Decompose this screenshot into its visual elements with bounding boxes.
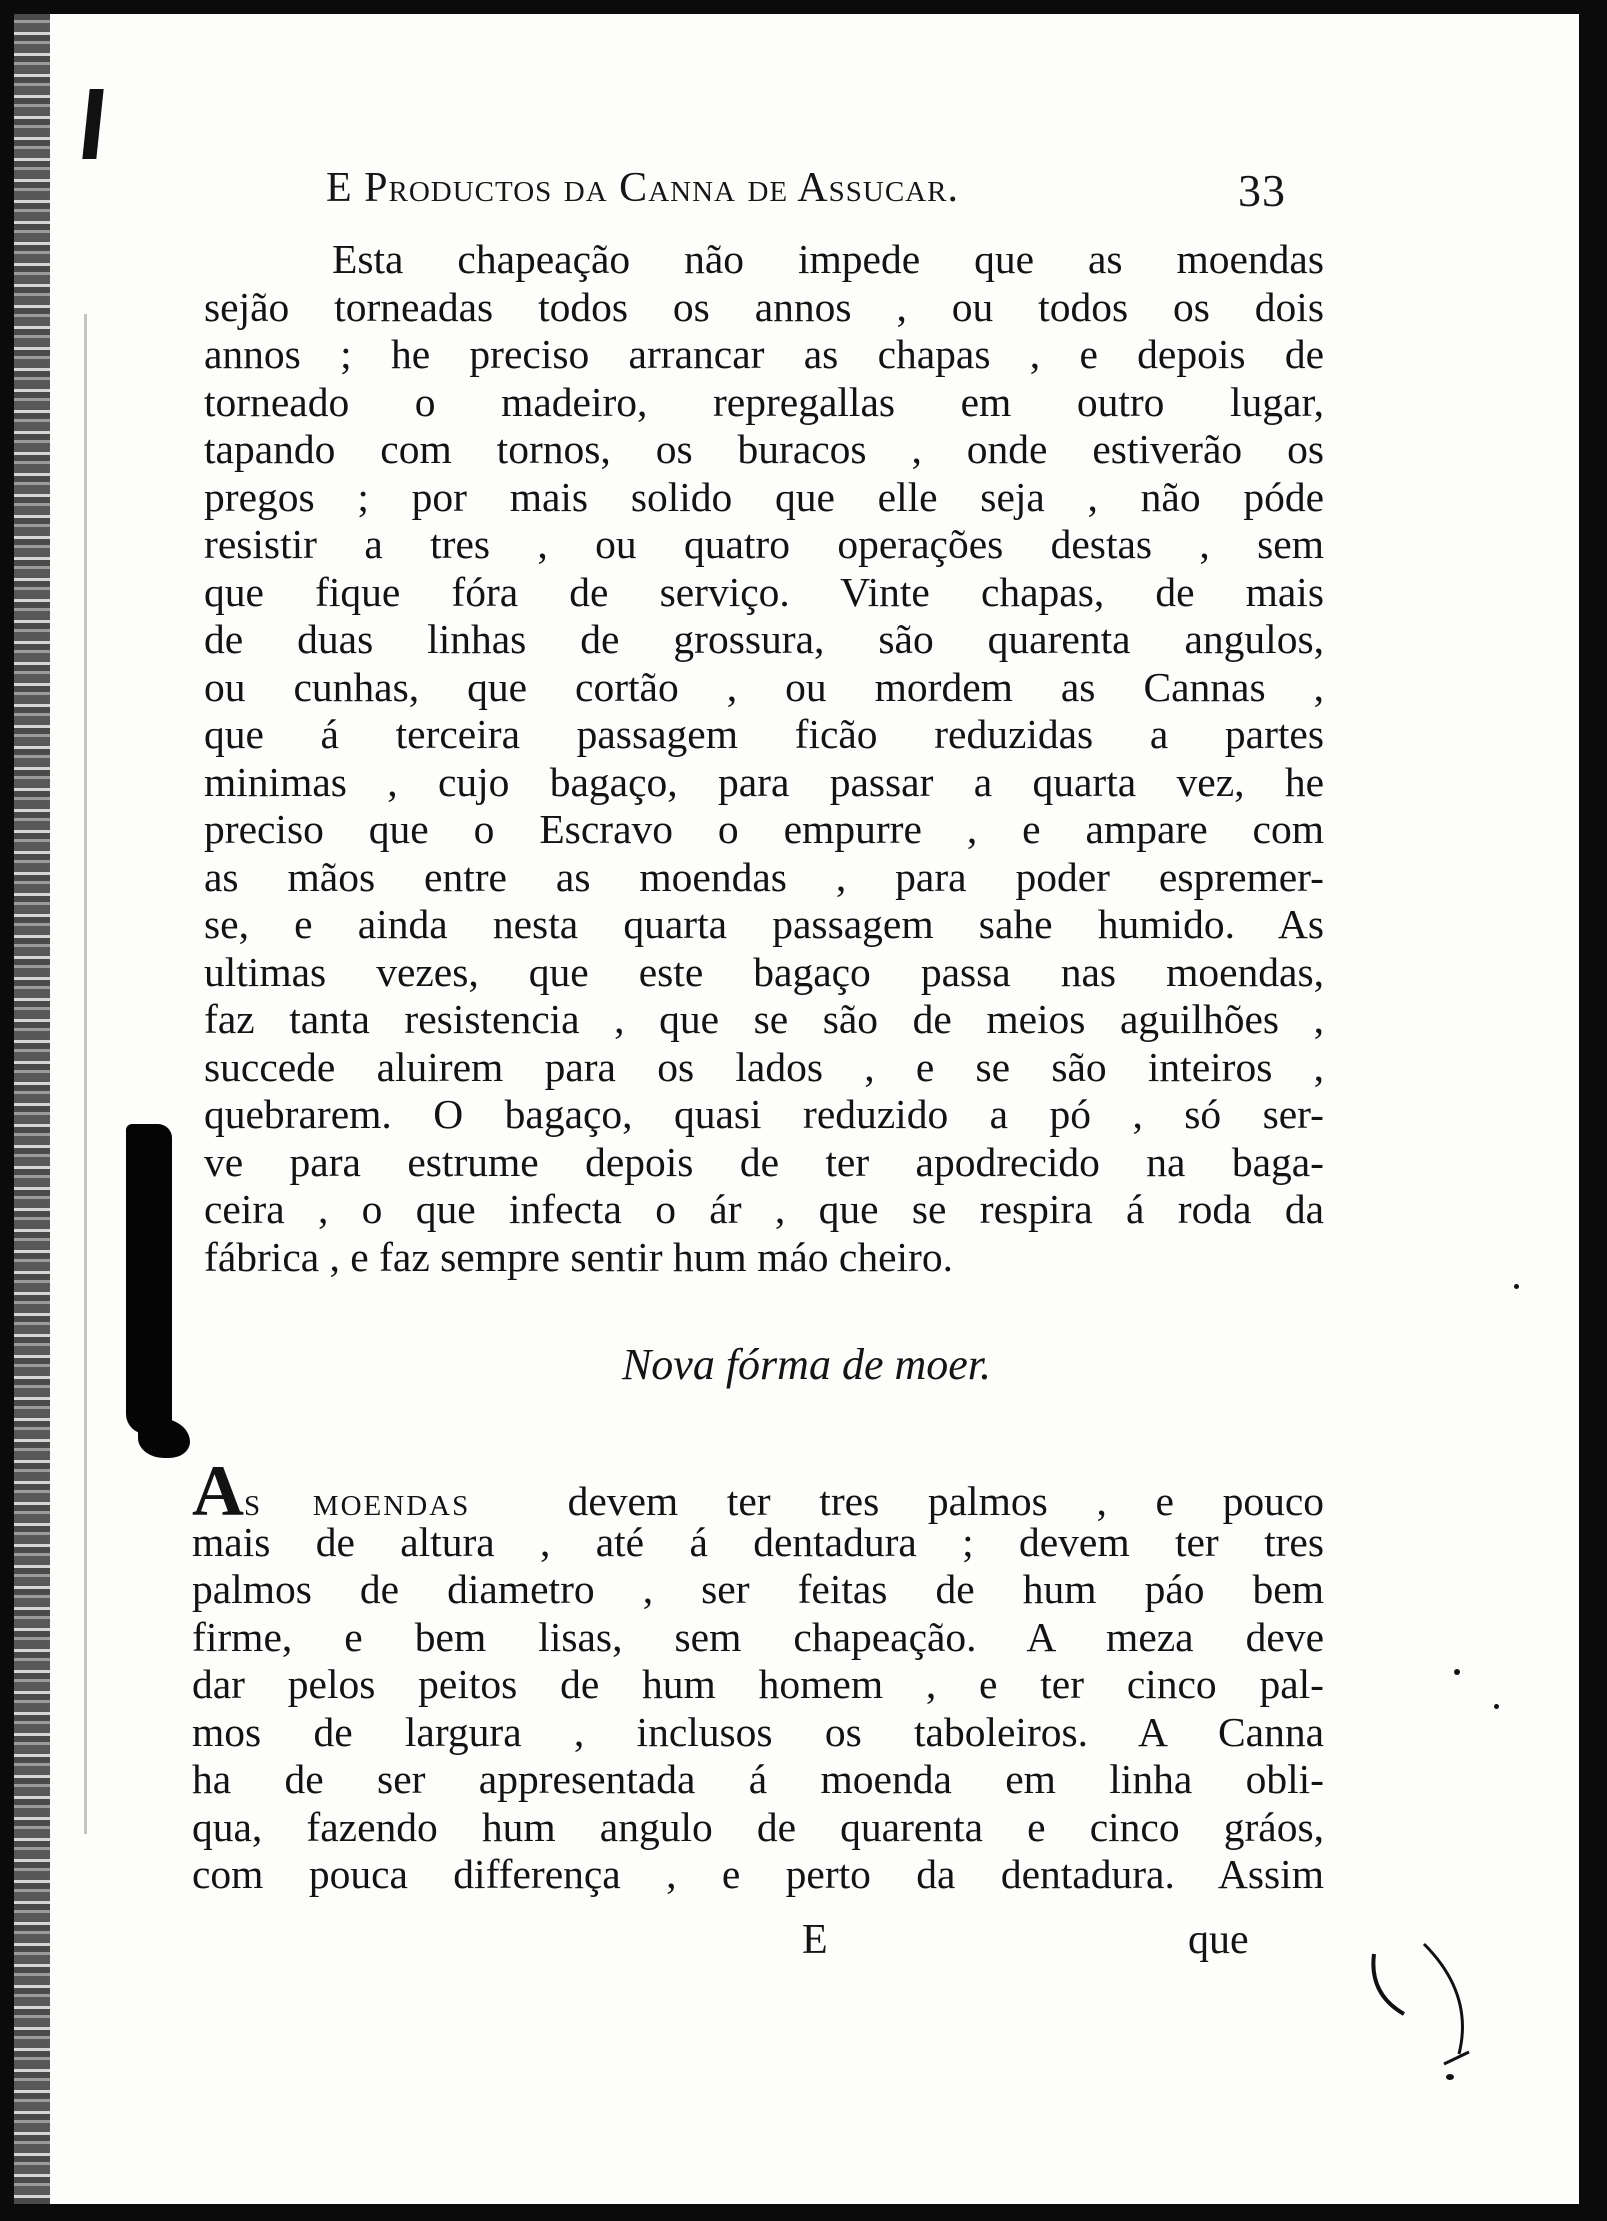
page-footer (14, 1916, 1579, 1976)
text-line: se, e ainda nesta quarta passagem sahe humido. As (204, 901, 1324, 947)
scan-gutter-shadow (14, 14, 50, 2204)
text-line: que fique fóra de serviço. Vinte chapas, de mais (204, 568, 1324, 615)
text-line: ultimas vezes, que este bagaço passa nas moendas, (204, 948, 1324, 995)
margin-scribble (1364, 1934, 1504, 2084)
text-line: minimas , cujo bagaço, para passar a quarta vez, he (204, 758, 1324, 805)
text-line: que á terceira passagem ficão reduzidas a partes (204, 711, 1324, 757)
text-line: qua, fazendo hum angulo de quarenta e cinco gráos, (192, 1803, 1324, 1850)
text-line: faz tanta resistencia , que se são de meios aguilhões , (204, 996, 1324, 1042)
margin-ink-mark (82, 89, 103, 159)
scan-speck (1454, 1669, 1460, 1675)
drop-cap: A (192, 1451, 244, 1531)
text-line: ou cunhas, que cortão , ou mordem as Cannas , (204, 663, 1324, 710)
text-line: Esta chapeação não impede que as moendas (332, 236, 1324, 282)
section-heading: Nova fórma de moer. (621, 1340, 992, 1389)
page-number: 33 (1238, 165, 1286, 216)
text-line: quebrarem. O bagaço, quasi reduzido a pó , só ser- (204, 1091, 1324, 1137)
running-title: E Productos da Canna de Assucar. (326, 165, 959, 211)
running-header (326, 164, 1306, 224)
first-line-rest: devem ter tres palmos , e pouco (567, 1478, 1325, 1524)
text-line: firme, e bem lisas, sem chapeação. A meza deve (192, 1613, 1324, 1660)
text-line: pregos ; por mais solido que elle seja , não póde (204, 473, 1324, 520)
gutter-fold-line (84, 314, 87, 1834)
text-line: annos ; he preciso arrancar as chapas , e depois de (204, 331, 1324, 377)
text-line: palmos de diametro , ser feitas de hum páo bem (192, 1566, 1324, 1612)
text-line: mais de altura , até á dentadura ; devem ter tres (192, 1518, 1324, 1565)
scan-speck (1494, 1704, 1499, 1709)
catchword: que (1188, 1917, 1249, 1963)
paragraph-1 (204, 236, 1324, 1281)
text-line: torneado o madeiro, repregallas em outro lugar, (204, 378, 1324, 425)
text-line: de duas linhas de grossura, são quarenta angulos, (204, 616, 1324, 662)
text-line: as mãos entre as moendas , para poder espremer- (204, 853, 1324, 900)
text-line: dar pelos peitos de hum homem , e ter cinco pal- (192, 1661, 1324, 1707)
text-line: fábrica , e faz sempre sentir hum máo cheiro. (204, 1233, 953, 1280)
small-caps-opening: s moendas (244, 1478, 471, 1524)
book-page (14, 14, 1579, 2204)
text-line: mos de largura , inclusos os taboleiros. A Canna (192, 1708, 1324, 1755)
text-line: resistir a tres , ou quatro operações destas , sem (204, 521, 1324, 567)
paragraph-2 (192, 1451, 1325, 1899)
text-line: sejão torneadas todos os annos , ou todos os dois (204, 283, 1324, 330)
text-line-first (192, 1451, 1325, 1531)
text-line: ceira , o que infecta o ár , que se respira á roda da (204, 1186, 1324, 1232)
text-line: com pouca differença , e perto da dentadura. Assim (192, 1851, 1324, 1897)
scan-speck (1514, 1284, 1519, 1289)
text-line: tapando com tornos, os buracos , onde estiverão os (204, 426, 1324, 472)
text-line: preciso que o Escravo o empurre , e ampare com (204, 806, 1324, 852)
text-line: ha de ser appresentada á moenda em linha obli- (192, 1756, 1324, 1802)
text-line: succede aluirem para os lados , e se são inteiros , (204, 1043, 1324, 1090)
text-line: ve para estrume depois de ter apodrecido na baga- (204, 1138, 1324, 1185)
signature-mark: E (802, 1917, 828, 1963)
